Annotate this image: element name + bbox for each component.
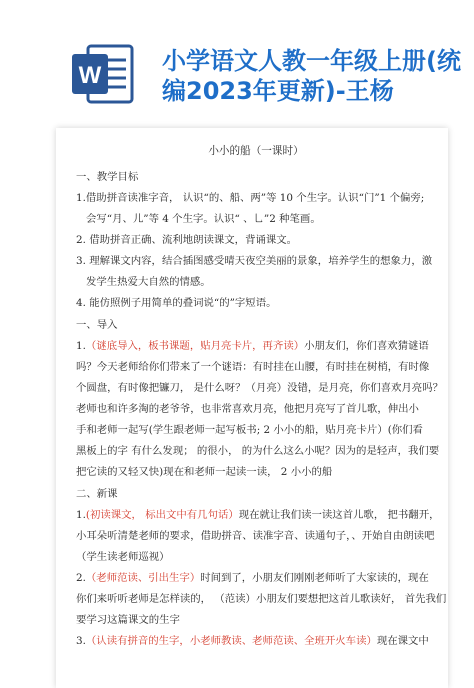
document-body [76, 142, 447, 652]
goal-3-line-2: 发学生热爱大自然的情感。 [86, 276, 211, 288]
step-1-text: 现在就让我们读一读这首儿歌， 把书翻开， [238, 509, 440, 521]
page-header [0, 0, 474, 118]
word-document-icon [70, 42, 136, 106]
goal-4: 4. 能仿照例子用简单的叠词说“的”字短语。 [76, 297, 277, 309]
goal-2: 2. 借助拼音正确、流利地朗读课文，背诵课文。 [76, 234, 298, 246]
intro-number: 1. [76, 340, 86, 352]
new-step-2-line-3: 要学习这篇课文的生字 [76, 614, 180, 626]
goal-1-line-1: 1.借助拼音读准字音， 认识“的、船、两”等 10 个生字。认识“门”1 个偏旁; [76, 192, 425, 204]
intro-paragraph-line-4: 老师也和许多淘的老爷爷，也非常喜欢月亮，他把月亮写了首儿歌，伸出小 [76, 403, 419, 415]
intro-text: 小朋友们，你们喜欢猜谜语 [304, 340, 429, 352]
new-step-2-line-1 [76, 568, 436, 589]
document-title [162, 46, 462, 106]
section-heading-new-lesson: 二、新课 [76, 488, 118, 500]
new-step-1-line-2: 小耳朵听清楚老师的要求，借助拼音、读准字音、读通句子，、开始自由朗读吧 [76, 530, 435, 542]
step-2-highlight: （老师范读、引出生字） [85, 572, 201, 584]
intro-paragraph-line-2: 吗？今天老师给你们带来了一个谜语：有时挂在山腰，有时挂在树梢，有时像 [76, 361, 430, 373]
new-step-1-line-3: （学生读老师巡视） [76, 551, 170, 563]
document-page [56, 128, 448, 688]
step-3-highlight: （认读有拼音的生字，小老师教读、老师范读、全班开火车读） [85, 635, 377, 647]
new-step-2-line-2: 你们来听听老师是怎样读的， （范读）小朋友们要想把这首儿歌读好， 首先我们 [76, 593, 447, 605]
section-heading-intro: 一、导入 [76, 319, 118, 331]
intro-paragraph-line-1 [76, 336, 436, 357]
step-1-number: 1. [76, 509, 86, 521]
intro-paragraph-line-5: 手和老师一起写(学生跟老师一起写板书; 2 小小的船，贴月亮卡片）(你们看 [76, 424, 423, 436]
intro-paragraph-line-3: 个圆盘，有时像把镰刀， 是什么呀？（月亮）没错，是月亮，你们喜欢月亮吗？ [76, 382, 443, 394]
new-step-1-line-1 [76, 505, 440, 526]
goal-1-line-2: 会写“月、儿”等 4 个生字。认识“ 、乚”2 种笔画。 [86, 213, 321, 225]
new-step-3-line-1 [76, 631, 436, 652]
step-3-number: 3. [76, 635, 86, 647]
goal-3-line-1: 3. 理解课文内容，结合插图感受晴天夜空美丽的景象，培养学生的想象力，激 [76, 255, 433, 267]
intro-highlight: （谜底导入，板书课题，贴月亮卡片，再齐读） [85, 340, 305, 352]
lesson-title: 小小的船（一课时） [208, 145, 304, 157]
step-2-number: 2. [76, 572, 86, 584]
step-1-highlight: (初读课文， 标出文中有几句话） [85, 509, 239, 521]
step-2-text: 时间到了，小朋友们刚刚老师听了大家读的，现在 [200, 572, 429, 584]
section-heading-goals: 一、教学目标 [76, 171, 139, 183]
step-3-text: 现在课文中 [376, 635, 429, 647]
intro-paragraph-line-7: 把它读的又轻又快)现在和老师一起读一读， 2 小小的船 [76, 466, 333, 478]
document-title-line-1: 小学语文人教一年级上册(统 [162, 47, 461, 75]
intro-paragraph-line-6: 黑板上的字 有什么发现； 的很小， 的为什么这么小呢？因为的是轻声，我们要 [76, 445, 440, 457]
word-logo-letter: W [78, 62, 102, 89]
document-title-line-2: 编2023年更新)-王杨 [162, 77, 394, 105]
